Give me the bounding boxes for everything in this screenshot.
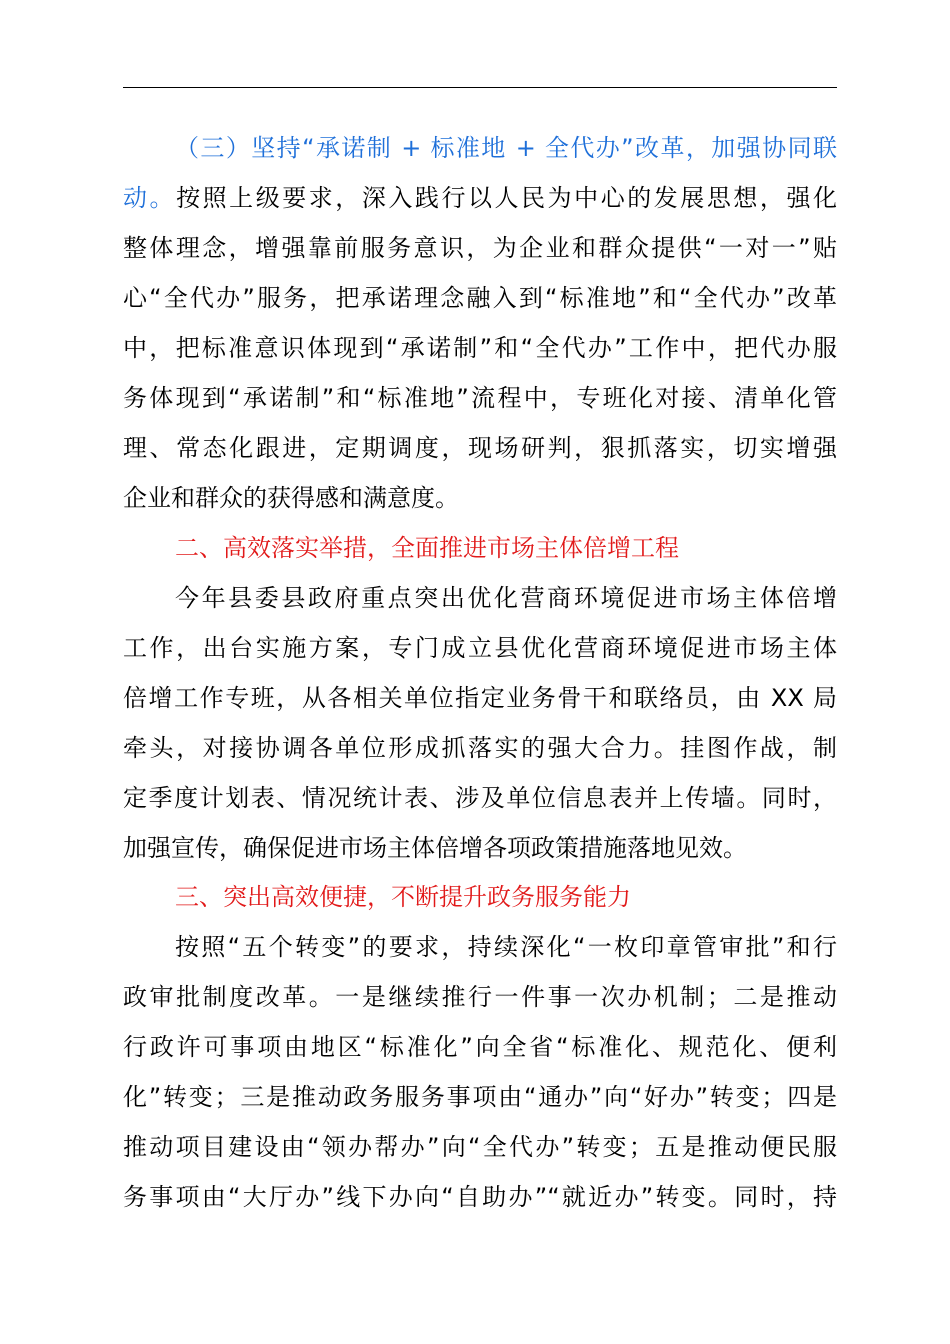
- section3-line-5: 中，把标准意识体现到“承诺制”和“全代办”工作中，把代办服: [123, 334, 837, 362]
- header-rule: [123, 87, 837, 88]
- section-three-line-6: 务事项由“大厅办”线下办向“自助办”“就近办”转变。同时，持: [123, 1183, 837, 1211]
- section-three-heading: 三、突出高效便捷，不断提升政务服务能力: [175, 883, 631, 911]
- section-two-line-6: 加强宣传，确保促进市场主体倍增各项政策措施落地见效。: [123, 834, 747, 862]
- section-three-line-4: 化”转变；三是推动政务服务事项由“通办”向“好办”转变；四是: [123, 1083, 837, 1111]
- section3-line-2: [123, 183, 837, 213]
- section-two-line-3: 倍增工作专班，从各相关单位指定业务骨干和联络员，由 XX 局: [123, 684, 837, 712]
- section-two-line-4: 牵头，对接协调各单位形成抓落实的强大合力。挂图作战，制: [123, 734, 837, 762]
- section3-line-6: 务体现到“承诺制”和“标准地”流程中，专班化对接、清单化管: [123, 384, 837, 412]
- section-two-line-5: 定季度计划表、情况统计表、涉及单位信息表并上传墙。同时，: [123, 784, 837, 812]
- section3-line-2-text: 按照上级要求，深入践行以人民为中心的发展思想，强化: [176, 184, 837, 212]
- section-two-heading: 二、高效落实举措，全面推进市场主体倍增工程: [175, 534, 679, 562]
- section3-heading-line: （三）坚持“承诺制 + 标准地 + 全代办”改革，加强协同联: [175, 134, 837, 162]
- section-three-line-2: 政审批制度改革。一是继续推行一件事一次办机制；二是推动: [123, 983, 837, 1011]
- section3-line-7: 理、常态化跟进，定期调度，现场研判，狠抓落实，切实增强: [123, 434, 837, 462]
- section3-line-8: 企业和群众的获得感和满意度。: [123, 484, 459, 512]
- section3-line-4: 心“全代办”服务，把承诺理念融入到“标准地”和“全代办”改革: [123, 284, 837, 312]
- section-two-line-2: 工作，出台实施方案，专门成立县优化营商环境促进市场主体: [123, 634, 837, 662]
- section-three-line-1: 按照“五个转变”的要求，持续深化“一枚印章管审批”和行: [175, 933, 837, 961]
- section-three-line-3: 行政许可事项由地区“标准化”向全省“标准化、规范化、便利: [123, 1033, 837, 1061]
- section-three-line-5: 推动项目建设由“领办帮办”向“全代办”转变；五是推动便民服: [123, 1133, 837, 1161]
- section3-heading-tail: 动。: [123, 184, 177, 212]
- section3-line-3: 整体理念，增强靠前服务意识，为企业和群众提供“一对一”贴: [123, 234, 837, 262]
- section-two-line-1: 今年县委县政府重点突出优化营商环境促进市场主体倍增: [175, 584, 837, 612]
